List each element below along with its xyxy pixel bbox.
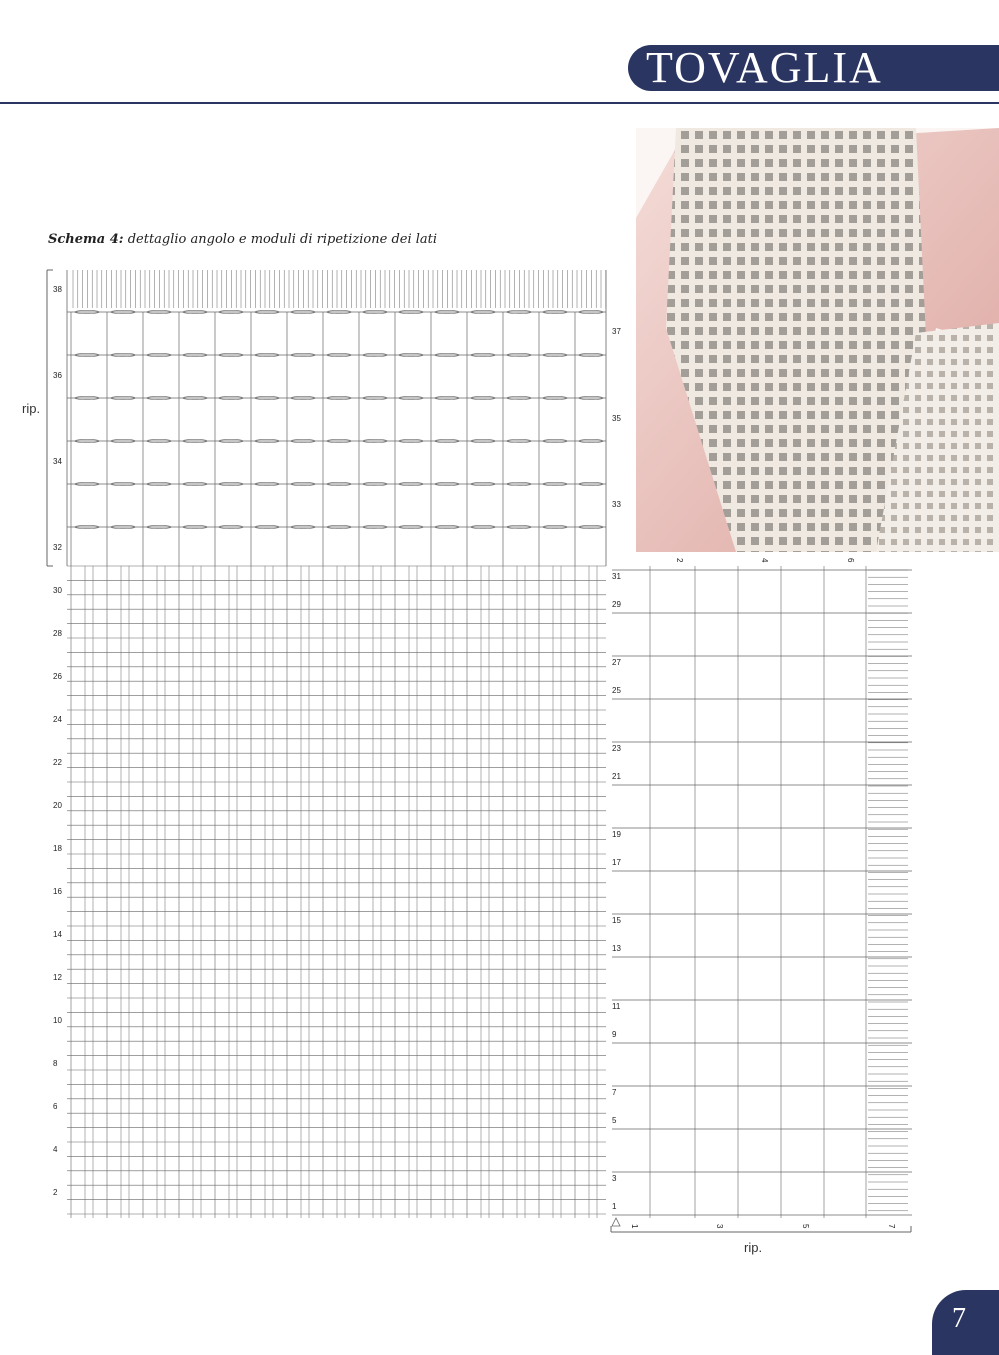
caption-bold: Schema 4:: [48, 232, 124, 247]
col-number-top: 6: [846, 558, 855, 563]
row-number-right: 31: [612, 572, 621, 581]
col-number-bottom: 3: [715, 1224, 724, 1229]
col-number-bottom: 7: [887, 1224, 896, 1229]
row-number-left: 38: [53, 285, 62, 294]
row-number-left: 2: [53, 1188, 58, 1197]
row-number-right: 15: [612, 916, 621, 925]
col-number-bottom: 1: [630, 1224, 639, 1229]
row-number-right: 35: [612, 414, 621, 423]
col-number-top: 4: [760, 558, 769, 563]
row-number-left: 6: [53, 1102, 58, 1111]
page-number: 7: [952, 1303, 966, 1334]
row-number-right: 17: [612, 858, 621, 867]
row-number-left: 28: [53, 629, 62, 638]
row-number-left: 24: [53, 715, 62, 724]
row-number-right: 13: [612, 944, 621, 953]
row-number-right: 29: [612, 600, 621, 609]
row-number-left: 10: [53, 1016, 62, 1025]
row-number-right: 27: [612, 658, 621, 667]
row-number-left: 22: [53, 758, 62, 767]
row-number-left: 12: [53, 973, 62, 982]
row-number-right: 25: [612, 686, 621, 695]
col-number-bottom: 5: [801, 1224, 810, 1229]
row-number-right: 11: [612, 1002, 621, 1011]
page-title: TOVAGLIA: [646, 43, 883, 92]
rip-left-label: rip.: [22, 401, 41, 416]
row-number-left: 32: [53, 543, 62, 552]
caption-text: dettaglio angolo e moduli di ripetizione dei lati: [123, 232, 438, 247]
row-number-left: 20: [53, 801, 62, 810]
row-number-right: 5: [612, 1116, 617, 1125]
row-number-right: 3: [612, 1174, 617, 1183]
row-number-left: 4: [53, 1145, 58, 1154]
row-number-right: 7: [612, 1088, 617, 1097]
row-number-right: 21: [612, 772, 621, 781]
rip-bottom-label: rip.: [744, 1240, 763, 1255]
row-number-left: 8: [53, 1059, 58, 1068]
row-number-left: 26: [53, 672, 62, 681]
row-number-right: 23: [612, 744, 621, 753]
row-number-right: 19: [612, 830, 621, 839]
start-arrow: [612, 1218, 620, 1226]
row-number-right: 1: [612, 1202, 617, 1211]
row-number-left: 36: [53, 371, 62, 380]
col-number-top: 2: [675, 558, 684, 563]
row-number-right: 9: [612, 1030, 617, 1039]
row-number-left: 14: [53, 930, 62, 939]
row-number-right: 33: [612, 500, 621, 509]
row-number-right: 37: [612, 327, 621, 336]
row-number-left: 18: [53, 844, 62, 853]
row-number-left: 34: [53, 457, 62, 466]
row-number-left: 16: [53, 887, 62, 896]
row-number-left: 30: [53, 586, 62, 595]
